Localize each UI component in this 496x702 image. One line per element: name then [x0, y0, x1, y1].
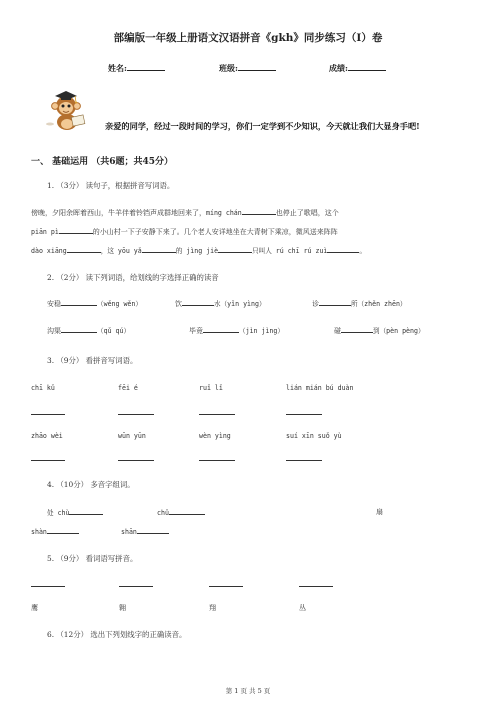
q4-blank[interactable]	[69, 507, 103, 515]
q1-text: 傍晚，夕阳余晖着西山，牛羊伴着铃铛声成群地回来了，	[31, 209, 206, 217]
question-4-heading: 4. （10分） 多音字组词。	[47, 480, 135, 489]
q3-pinyin: zhāo wèi	[31, 432, 63, 440]
q2-word: 碰	[334, 327, 341, 335]
score-blank[interactable]	[348, 62, 386, 71]
q2-item-2	[175, 298, 266, 309]
q3-pinyin: ruǐ lǐ	[199, 384, 223, 392]
q1-pinyin: 只叫人 rú chī rú zuì	[252, 247, 328, 255]
q2-options: （wěng wěn）	[97, 300, 142, 308]
q3-pinyin: wūn yūn	[118, 432, 146, 440]
q1-blank-2[interactable]	[59, 226, 93, 234]
class-blank[interactable]	[238, 62, 276, 71]
question-6-heading: 6. （12分） 选出下列划线字的正确读音。	[47, 630, 187, 639]
q3-pinyin: wèn yìng	[199, 432, 231, 440]
q3-answer-line[interactable]	[118, 414, 154, 415]
name-label: 姓名:	[108, 63, 127, 73]
q2-item-4	[47, 325, 130, 336]
question-2-heading: 2. （2分） 读下列词语，给划线的字选择正确的读音	[47, 273, 219, 282]
q2-word: 安稳	[47, 300, 61, 308]
page-footer: 第 1 页 共 5 页	[225, 687, 271, 695]
q1-text: 也停止了歌唱，这个	[275, 209, 339, 217]
section-heading: 一、 基础运用 （共6题；共45分）	[31, 157, 174, 167]
q3-answer-line[interactable]	[31, 460, 65, 461]
question-5-heading: 5. （9分） 看词语写拼音。	[47, 554, 138, 563]
q4-item	[31, 526, 79, 536]
q1-line-3	[31, 245, 366, 256]
page-title: 部编版一年级上册语文汉语拼音《gkh》同步练习（I）卷	[113, 32, 383, 44]
q5-answer-line[interactable]	[299, 586, 333, 587]
q2-item-1	[47, 298, 142, 309]
q3-pinyin: chī kǔ	[31, 384, 55, 392]
q4-character: 扇	[376, 508, 383, 516]
q5-answer-line[interactable]	[31, 586, 65, 587]
q2-word: 诊	[312, 300, 319, 308]
q5-word: 翔	[209, 604, 216, 612]
q5-word: 鹰	[31, 604, 38, 612]
q2-options: （qǔ qú）	[97, 327, 131, 335]
q2-options: 所（zhěn zhēn）	[351, 300, 407, 308]
q1-text: 。	[359, 247, 367, 255]
monkey-scholar-icon	[44, 86, 90, 132]
q2-blank[interactable]	[319, 298, 351, 306]
q2-options: （jìn jìng）	[239, 327, 284, 335]
q2-item-5	[189, 325, 284, 336]
score-field	[329, 62, 386, 74]
score-label: 成绩:	[329, 63, 348, 73]
q2-item-6	[334, 325, 425, 336]
class-label: 班级:	[219, 63, 238, 73]
name-field	[108, 62, 165, 74]
q3-pinyin: lián mián bú duàn	[286, 384, 354, 392]
q1-text: 的小山村一下子安静下来了。几个老人安详地坐在大青树下乘凉，微风送来阵阵	[92, 228, 338, 236]
q4-pinyin: chǔ	[157, 509, 169, 517]
q2-options: 水（yǐn yìng）	[214, 300, 266, 308]
q5-word: 翱	[119, 604, 126, 612]
class-field	[219, 62, 276, 74]
q4-item	[157, 507, 205, 517]
q3-pinyin: fēi é	[118, 384, 138, 392]
q3-answer-line[interactable]	[286, 460, 322, 461]
q1-pinyin: ，这 yōu yǎ	[100, 247, 142, 255]
q2-blank[interactable]	[61, 325, 97, 333]
q2-word: 饮	[175, 300, 182, 308]
q3-answer-line[interactable]	[199, 460, 235, 461]
q1-pinyin: 的 jìng jiè	[175, 247, 219, 255]
q3-pinyin: suí xīn suǒ yù	[286, 432, 342, 440]
q1-blank-5[interactable]	[218, 245, 252, 253]
q1-line-1	[31, 207, 339, 218]
q4-blank[interactable]	[47, 526, 79, 534]
q3-answer-line[interactable]	[31, 414, 65, 415]
q4-blank[interactable]	[137, 526, 169, 534]
q1-pinyin: míng chán	[206, 209, 242, 217]
q2-word: 毕竟	[189, 327, 203, 335]
q1-blank-6[interactable]	[327, 245, 359, 253]
q2-options: 到（pèn pèng）	[373, 327, 425, 335]
q2-word: 沟渠	[47, 327, 61, 335]
q4-pinyin: shān	[121, 528, 137, 536]
q1-pinyin: piān pì	[31, 228, 59, 236]
q2-blank[interactable]	[203, 325, 239, 333]
q4-pinyin: shàn	[31, 528, 47, 536]
q3-answer-line[interactable]	[286, 414, 322, 415]
q5-word: 丛	[299, 604, 306, 612]
q5-answer-line[interactable]	[209, 586, 243, 587]
question-3-heading: 3. （9分） 看拼音写词语。	[47, 356, 138, 365]
q2-item-3	[312, 298, 407, 309]
q3-answer-line[interactable]	[118, 460, 154, 461]
q1-pinyin: dào xiāng	[31, 247, 67, 255]
q2-blank[interactable]	[341, 325, 373, 333]
name-blank[interactable]	[127, 62, 165, 71]
q4-pinyin: 处 chù	[47, 509, 70, 517]
q4-item	[121, 526, 169, 536]
q1-line-2	[31, 226, 338, 237]
greeting-text: 亲爱的同学，经过一段时间的学习，你们一定学到不少知识，今天就让我们大显身手吧!	[105, 121, 420, 131]
q1-blank-3[interactable]	[67, 245, 101, 253]
q2-blank[interactable]	[61, 298, 97, 306]
question-1-heading: 1. （3分） 读句子，根据拼音写词语。	[47, 181, 175, 190]
q1-blank-1[interactable]	[242, 207, 276, 215]
q3-answer-line[interactable]	[199, 414, 235, 415]
q5-answer-line[interactable]	[119, 586, 153, 587]
q4-item	[47, 507, 103, 517]
q2-blank[interactable]	[182, 298, 214, 306]
q4-blank[interactable]	[169, 507, 205, 515]
q1-blank-4[interactable]	[142, 245, 176, 253]
